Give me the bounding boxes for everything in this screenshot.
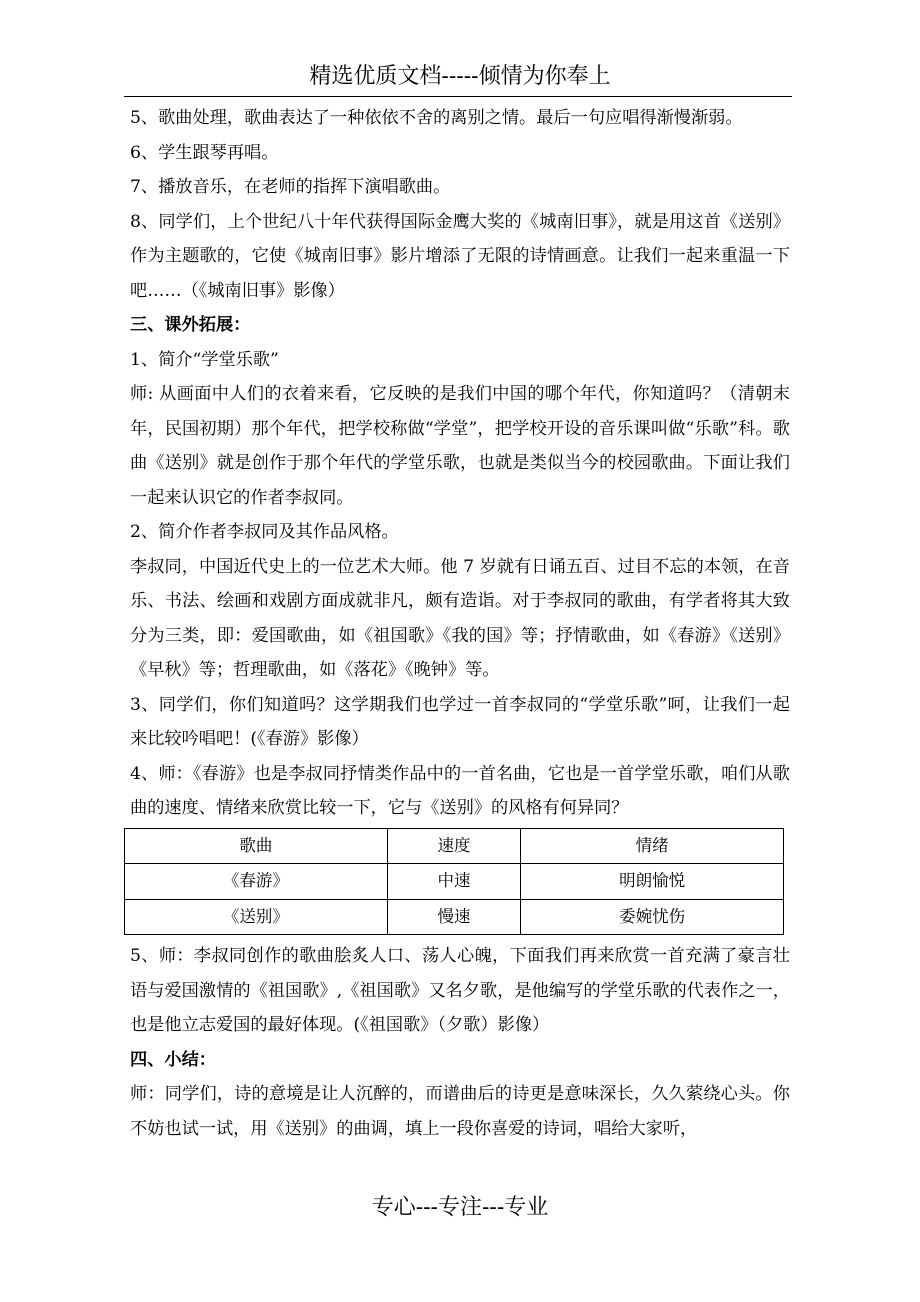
table-row: [125, 899, 784, 935]
table-header-cell: 情绪: [521, 828, 784, 864]
page-header: 精选优质文档-----倾情为你奉上: [309, 64, 611, 89]
table-cell: 明朗愉悦: [521, 864, 784, 900]
paragraph: 师：同学们，诗的意境是让人沉醉的，而谱曲后的诗更是意味深长，久久萦绕心头。你不妨也试一试，用《送别》的曲调，填上一段你喜爱的诗词，唱给大家听，: [130, 1084, 790, 1139]
paragraph: 3、同学们，你们知道吗？这学期我们也学过一首李叔同的“学堂乐歌”呵，让我们一起来比较吟唱吧！(《春游》影像）: [130, 694, 790, 749]
table-header-row: [125, 828, 784, 864]
paragraph: 5、歌曲处理，歌曲表达了一种依依不舍的离别之情。最后一句应唱得渐慢渐弱。: [130, 108, 743, 128]
paragraph: 7、播放音乐，在老师的指挥下演唱歌曲。: [130, 177, 451, 197]
paragraph: 2、简介作者李叔同及其作品风格。: [130, 522, 399, 542]
table-cell: 《送别》: [125, 899, 388, 935]
table-header-cell: 速度: [387, 828, 520, 864]
paragraph: 8、同学们，上个世纪八十年代获得国际金鹰大奖的《城南旧事》，就是用这首《送别》作为主题歌的，它使《城南旧事》影片增添了无限的诗情画意。让我们一起来重温一下吧……（《城南旧事》影像）: [130, 211, 790, 301]
table-cell: 慢速: [387, 899, 520, 935]
paragraph: 4、师：《春游》也是李叔同抒情类作品中的一首名曲，它也是一首学堂乐歌，咱们从歌曲的速度、情绪来欣赏比较一下，它与《送别》的风格有何异同？: [130, 763, 790, 818]
paragraph: 1、简介“学堂乐歌”: [130, 349, 279, 370]
table-cell: 中速: [387, 864, 520, 900]
table-header-cell: 歌曲: [125, 828, 388, 864]
paragraph: 5、师：李叔同创作的歌曲脍炙人口、荡人心魄，下面我们再来欣赏一首充满了豪言壮语与爱国激情的《祖国歌》,《祖国歌》又名夕歌，是他编写的学堂乐歌的代表作之一，也是他立志爱国的最好体现。(《祖国歌》（夕歌）影像）: [130, 946, 790, 1035]
document-body: [130, 101, 790, 1146]
comparison-table: [124, 828, 784, 936]
paragraph: 李叔同，中国近代史上的一位艺术大师。他 7 岁就有日诵五百、过目不忘的本领，在音乐、书法、绘画和戏剧方面成就非凡，颇有造诣。对于李叔同的歌曲，有学者将其大致分为三类，即：爱国歌曲，如《祖国歌》《我的国》等；抒情歌曲，如《春游》《送别》《早秋》等；哲理歌曲，如《落花》《晚钟》等。: [130, 556, 790, 680]
section-heading-summary: 四、小结：: [130, 1049, 216, 1070]
header-divider: [124, 96, 792, 97]
table-cell: 《春游》: [125, 864, 388, 900]
paragraph: 师: 从画面中人们的衣着来看，它反映的是我们中国的哪个年代，你知道吗？（清朝末年，民国初期）那个年代，把学校称做“学堂”，把学校开设的音乐课叫做“乐歌”科。歌曲《送别》就是创作于那个年代的学堂乐歌，也就是类似当今的校园歌曲。下面让我们一起来认识它的作者李叔同。: [130, 384, 790, 508]
table-row: [125, 864, 784, 900]
paragraph: 6、学生跟琴再唱。: [130, 142, 279, 163]
section-heading-extension: 三、课外拓展：: [130, 315, 251, 335]
page-footer: 专心---专注---专业: [371, 1195, 549, 1220]
table-cell: 委婉忧伤: [521, 899, 784, 935]
